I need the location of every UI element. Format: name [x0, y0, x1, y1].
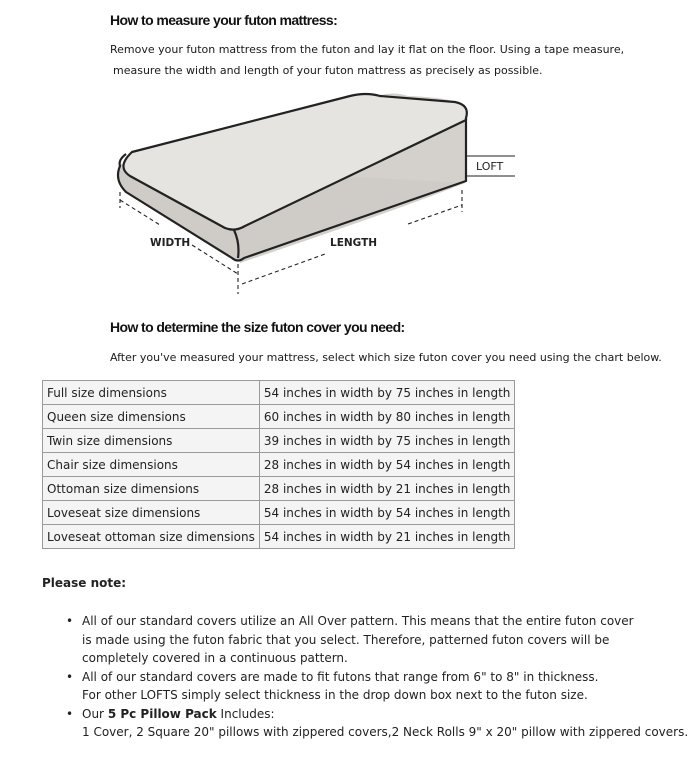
futon-mattress-diagram: [110, 88, 530, 303]
pillow-pack-prefix: Our: [82, 706, 108, 721]
table-row: [43, 381, 515, 405]
size-name-cell: Full size dimensions: [43, 381, 260, 405]
size-name-cell: Ottoman size dimensions: [43, 477, 260, 501]
size-dimensions-cell: 54 inches in width by 54 inches in length: [259, 501, 515, 525]
cover-size-intro: After you've measured your mattress, select which size futon cover you need using the chart below.: [110, 351, 662, 364]
table-row: [43, 429, 515, 453]
list-item: [64, 705, 688, 742]
notes-list: [64, 612, 688, 742]
measure-heading: How to measure your futon mattress:: [110, 12, 338, 28]
table-row: [43, 501, 515, 525]
measure-instructions-line-1: Remove your futon mattress from the futon and lay it flat on the floor. Using a tape measure,: [110, 43, 625, 56]
pillow-pack-name: 5 Pc Pillow Pack: [107, 706, 217, 721]
pillow-pack-line: [82, 705, 688, 724]
size-name-cell: Loveseat ottoman size dimensions: [43, 525, 260, 549]
note-line: All of our standard covers are made to fit futons that range from 6" to 8" in thickness.: [82, 669, 599, 684]
list-item: [64, 668, 688, 705]
length-label: LENGTH: [330, 237, 378, 249]
size-dimensions-cell: 28 inches in width by 21 inches in length: [259, 477, 515, 501]
size-dimensions-cell: 54 inches in width by 75 inches in length: [259, 381, 515, 405]
bullet-icon: •: [66, 669, 74, 684]
note-line: completely covered in a continuous pattern.: [82, 651, 348, 665]
size-dimensions-cell: 39 inches in width by 75 inches in length: [259, 429, 515, 453]
size-dimensions-cell: 54 inches in width by 21 inches in length: [259, 525, 515, 549]
size-name-cell: Queen size dimensions: [43, 405, 260, 429]
note-line: All of our standard covers utilize an All Over pattern. This means that the entire futon cover: [82, 614, 634, 628]
table-row: [43, 405, 515, 429]
loft-label: LOFT: [476, 160, 504, 173]
bullet-icon: •: [66, 614, 74, 628]
size-name-cell: Twin size dimensions: [43, 429, 260, 453]
size-chart-table: [42, 380, 515, 549]
table-row: [43, 453, 515, 477]
note-line: For other LOFTS simply select thickness in the drop down box next to the futon size.: [82, 688, 588, 702]
table-row: [43, 525, 515, 549]
size-dimensions-cell: 28 inches in width by 54 inches in length: [259, 453, 515, 477]
pillow-pack-contents: 1 Cover, 2 Square 20" pillows with zippered covers,2 Neck Rolls 9" x 20" pillow with zippered covers.: [82, 725, 689, 739]
please-note-heading: Please note:: [42, 576, 127, 590]
note-line: is made using the futon fabric that you select. Therefore, patterned futon covers will be: [82, 632, 610, 647]
pillow-pack-suffix: Includes:: [216, 706, 275, 721]
size-name-cell: Chair size dimensions: [43, 453, 260, 477]
bullet-icon: •: [66, 706, 74, 721]
size-name-cell: Loveseat size dimensions: [43, 501, 260, 525]
measure-instructions-line-2: measure the width and length of your futon mattress as precisely as possible.: [113, 64, 543, 77]
list-item: [64, 612, 688, 668]
cover-size-heading: How to determine the size futon cover you need:: [110, 319, 405, 335]
width-label: WIDTH: [150, 237, 191, 249]
table-row: [43, 477, 515, 501]
size-dimensions-cell: 60 inches in width by 80 inches in length: [259, 405, 515, 429]
